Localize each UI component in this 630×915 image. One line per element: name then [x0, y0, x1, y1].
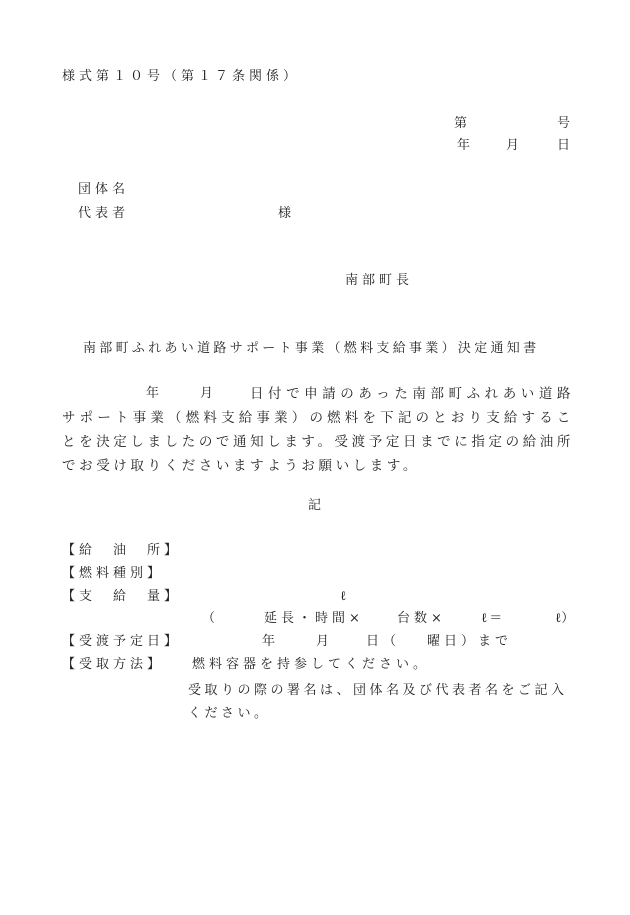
- delivery-weekday: 曜日）まで: [427, 634, 513, 649]
- calc-open-paren: （: [202, 611, 216, 626]
- amount-label: 【支 給 量】: [62, 589, 182, 604]
- addressee-honorific: 様: [278, 206, 292, 221]
- calc-length-time: 延長・時間×: [264, 611, 364, 626]
- date-month: 月: [506, 138, 520, 153]
- calc-close-paren: ℓ）: [555, 611, 575, 626]
- date-day: 日: [557, 138, 571, 153]
- lead-year: 年: [146, 386, 160, 401]
- lead-month: 月: [200, 386, 214, 401]
- notice-paragraph: [62, 382, 574, 478]
- fuel-type-label: 【燃料種別】: [62, 566, 165, 581]
- delivery-date-label: 【受渡予定日】: [62, 634, 182, 649]
- document-title: 南部町ふれあい道路サポート事業（燃料支給事業）決定通知書: [83, 341, 540, 356]
- receive-method-note: 受取りの際の署名は、団体名及び代表者名をご記入ください。: [188, 683, 568, 721]
- addressee-rep-label: 代表者: [78, 206, 130, 221]
- addressee-org-label: 団体名: [78, 182, 130, 197]
- receive-method-text: 燃料容器を持参してください。: [192, 657, 431, 672]
- doc-number-prefix: 第: [454, 116, 468, 131]
- delivery-day: 日（: [366, 634, 401, 649]
- sender-name: 南部町長: [345, 273, 414, 288]
- delivery-month: 月: [316, 634, 330, 649]
- notice-paragraph-text: 日付で申請のあった南部町ふれあい道路サポート事業（燃料支給事業）の燃料を下記のとおり支給することを決定しましたので通知します。受渡予定日までに指定の給油所でお受け取りくださいますようお願いします。: [62, 386, 574, 474]
- delivery-year: 年: [262, 634, 276, 649]
- date-year: 年: [457, 138, 471, 153]
- amount-unit: ℓ: [340, 589, 347, 604]
- station-label: 【給 油 所】: [62, 543, 182, 558]
- ki-heading: 記: [308, 498, 322, 513]
- receive-method-label: 【受取方法】: [62, 657, 165, 672]
- calc-vehicle-count: 台数×: [397, 611, 446, 626]
- doc-number-suffix: 号: [557, 116, 571, 131]
- form-number: 様式第１０号（第１７条関係）: [62, 69, 301, 84]
- calc-equals: ℓ＝: [481, 611, 505, 626]
